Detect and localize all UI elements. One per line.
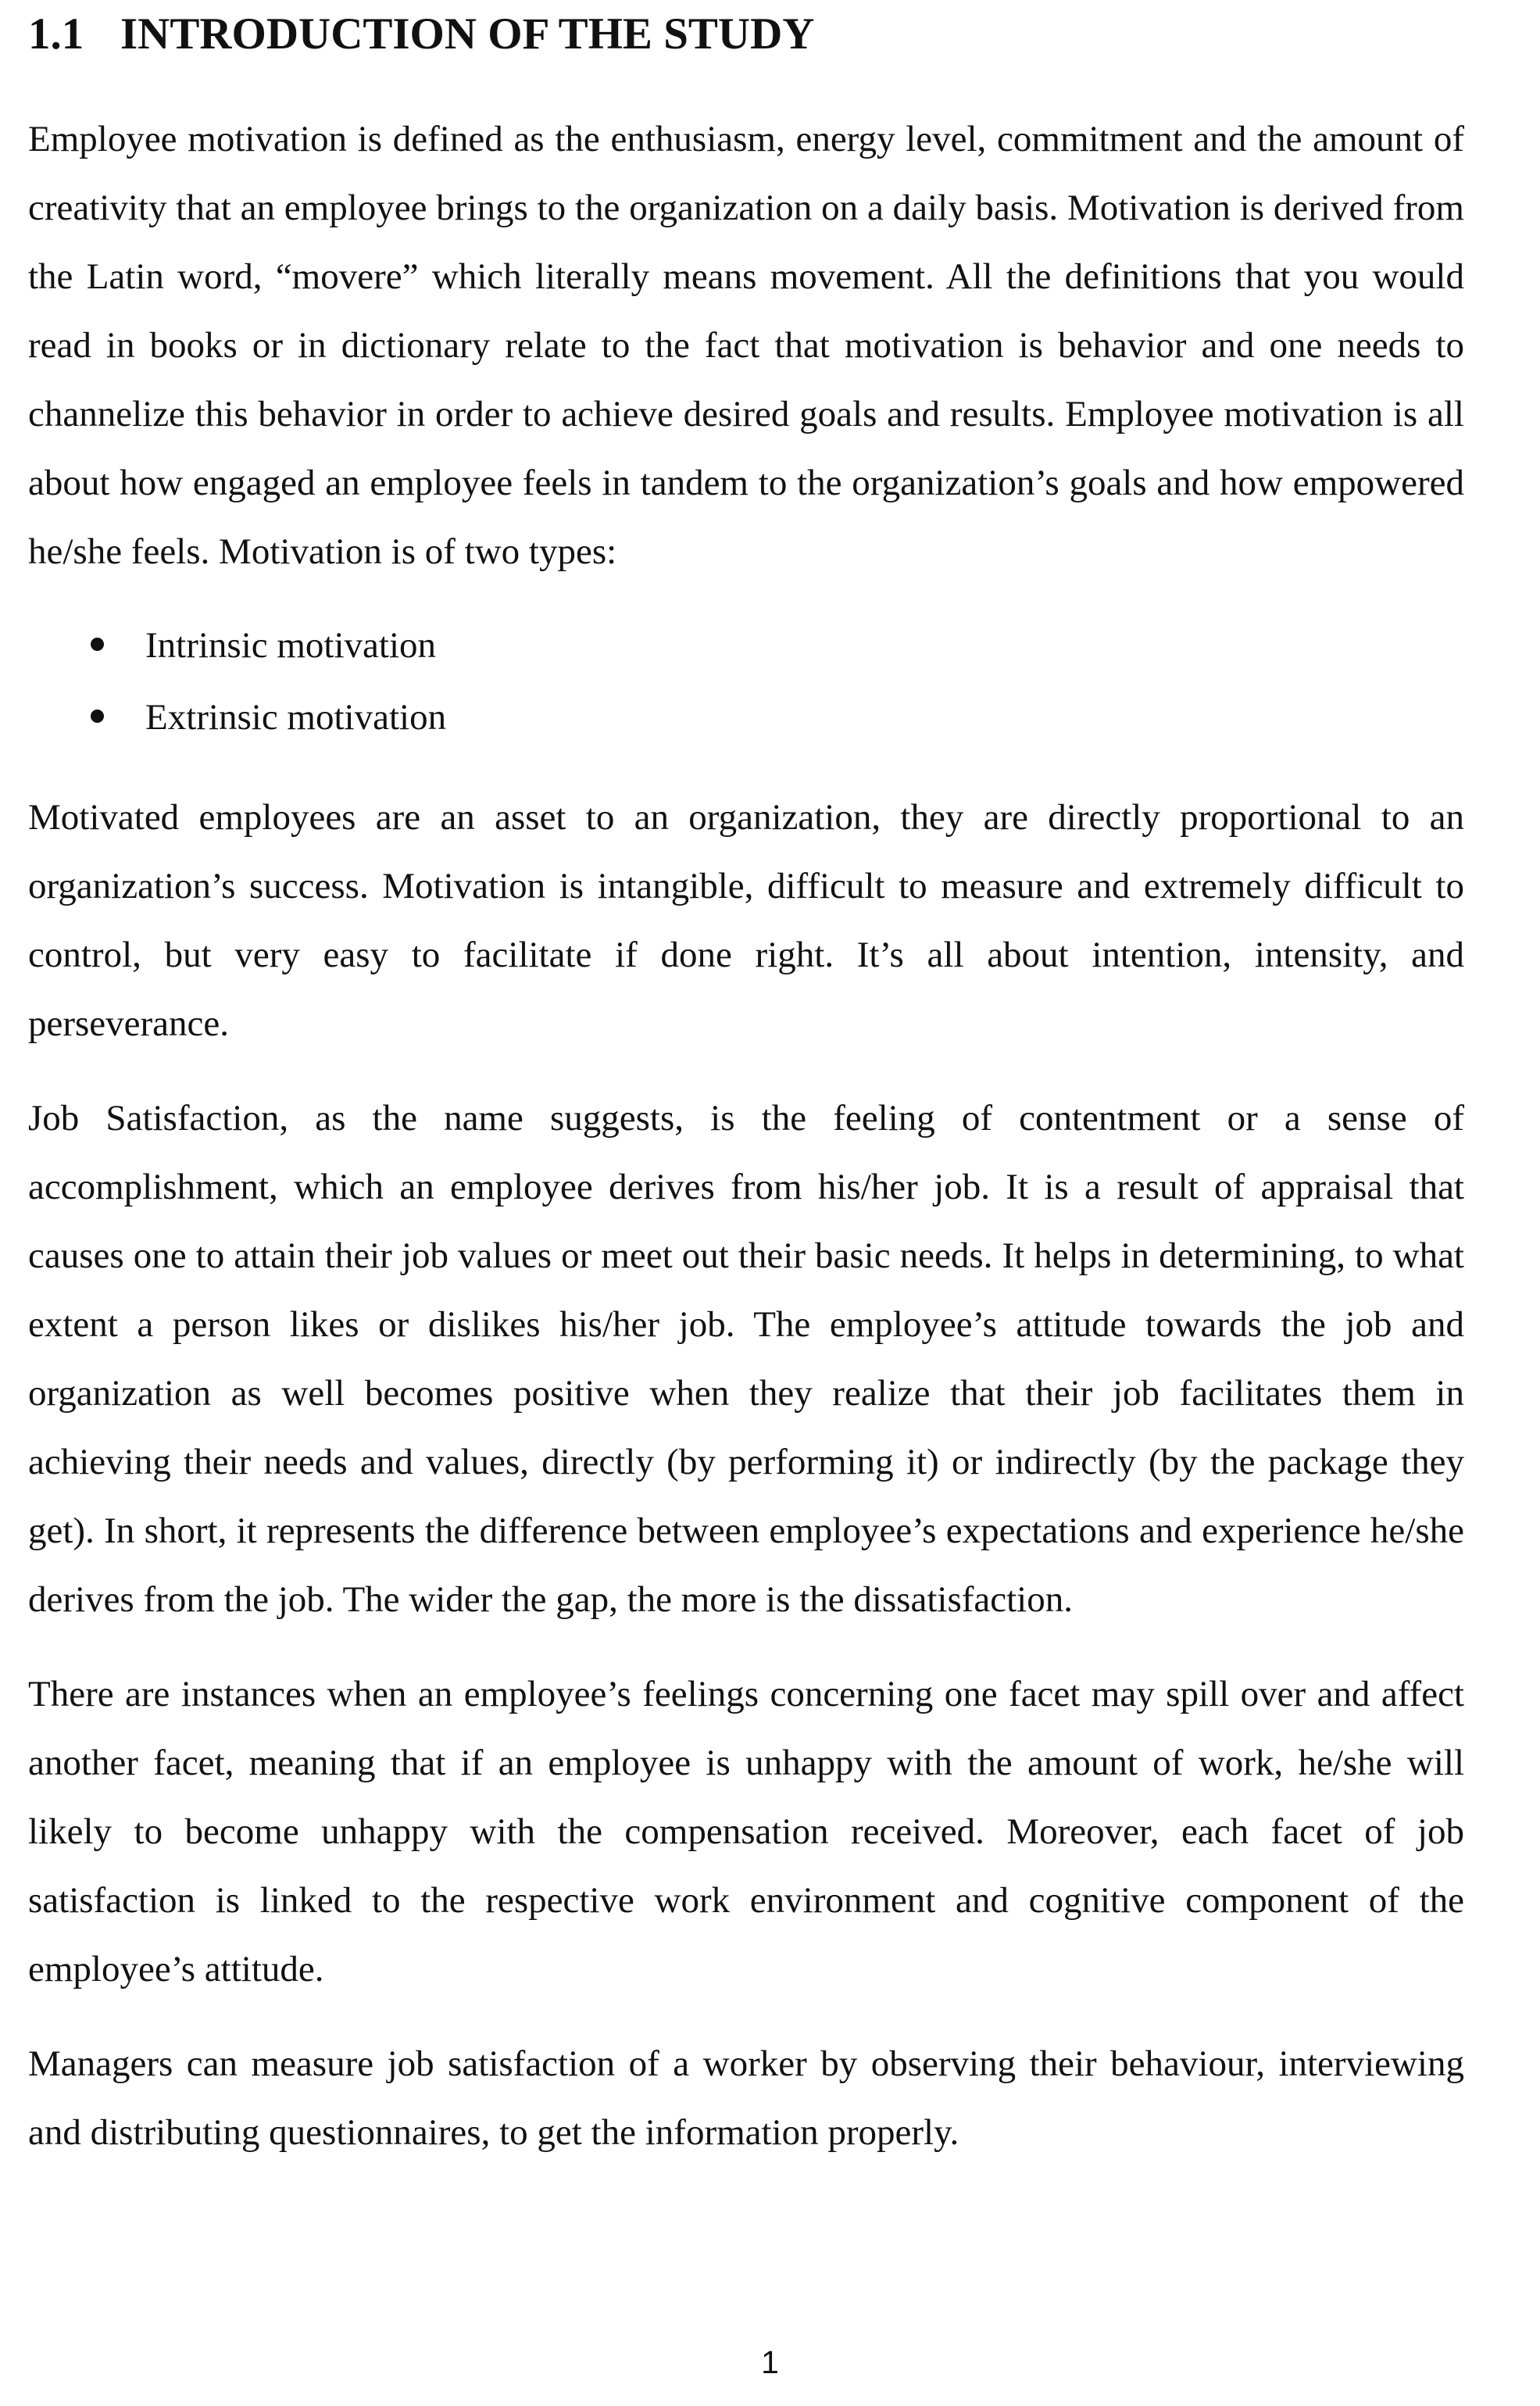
paragraph-motivation-definition: Employee motivation is defined as the enthusiasm, energy level, commitment and the amount of creativity that an employee brings to the organization on a daily basis. Motivation is derived from the Latin word, “movere” which literally means movement. All the definitions that you would read in books or in dictionary relate to the fact that motivation is behavior and one needs to channelize this behavior in order to achieve desired goals and results. Employee motivation is all about how engaged an employee feels in tandem to the organization’s goals and how empowered he/she feels. Motivation is of two types: <box>28 119 1464 572</box>
paragraph-measuring-satisfaction: Managers can measure job satisfaction of a worker by observing their behaviour, interviewing and distributing questionnaires, to get the information properly. <box>28 2043 1464 2153</box>
paragraph-job-satisfaction: Job Satisfaction, as the name suggests, is the feeling of contentment or a sense of accomplishment, which an employee derives from his/her job. It is a result of appraisal that causes one to attain their job values or meet out their basic needs. It helps in determining, to what extent a person likes or dislikes his/her job. The employee’s attitude towards the job and organization as well becomes positive when they realize that their job facilitates them in achieving their needs and values, directly (by performing it) or indirectly (by the package they get). In short, it represents the difference between employee’s expectations and experience he/she derives from the job. The wider the gap, the more is the dissatisfaction. <box>28 1098 1464 1620</box>
list-item-label: Extrinsic motivation <box>145 697 447 738</box>
section-number: 1.1 <box>28 9 84 59</box>
list-item-label: Intrinsic motivation <box>145 625 437 666</box>
paragraph-facet-spillover: There are instances when an employee’s feelings concerning one facet may spill over and affect another facet, meaning that if an employee is unhappy with the amount of work, he/she will likely to become unhappy with the compensation received. Moreover, each facet of job satisfaction is linked to the respective work environment and cognitive component of the employee’s attitude. <box>28 1674 1464 1990</box>
document-page <box>28 0 1464 2167</box>
list-item <box>28 681 1464 753</box>
page-number: 1 <box>761 2344 779 2380</box>
section-title: INTRODUCTION OF THE STUDY <box>120 9 815 59</box>
section-heading <box>28 0 1464 66</box>
motivation-types-list <box>28 610 1464 753</box>
paragraph-motivated-employees: Motivated employees are an asset to an organization, they are directly proportional to an organization’s success. Motivation is intangible, difficult to measure and extremely difficult to control, but very easy to facilitate if done right. It’s all about intention, intensity, and perseverance. <box>28 797 1464 1044</box>
list-item <box>28 610 1464 681</box>
bullet-icon <box>91 710 104 723</box>
bullet-icon <box>91 638 104 651</box>
